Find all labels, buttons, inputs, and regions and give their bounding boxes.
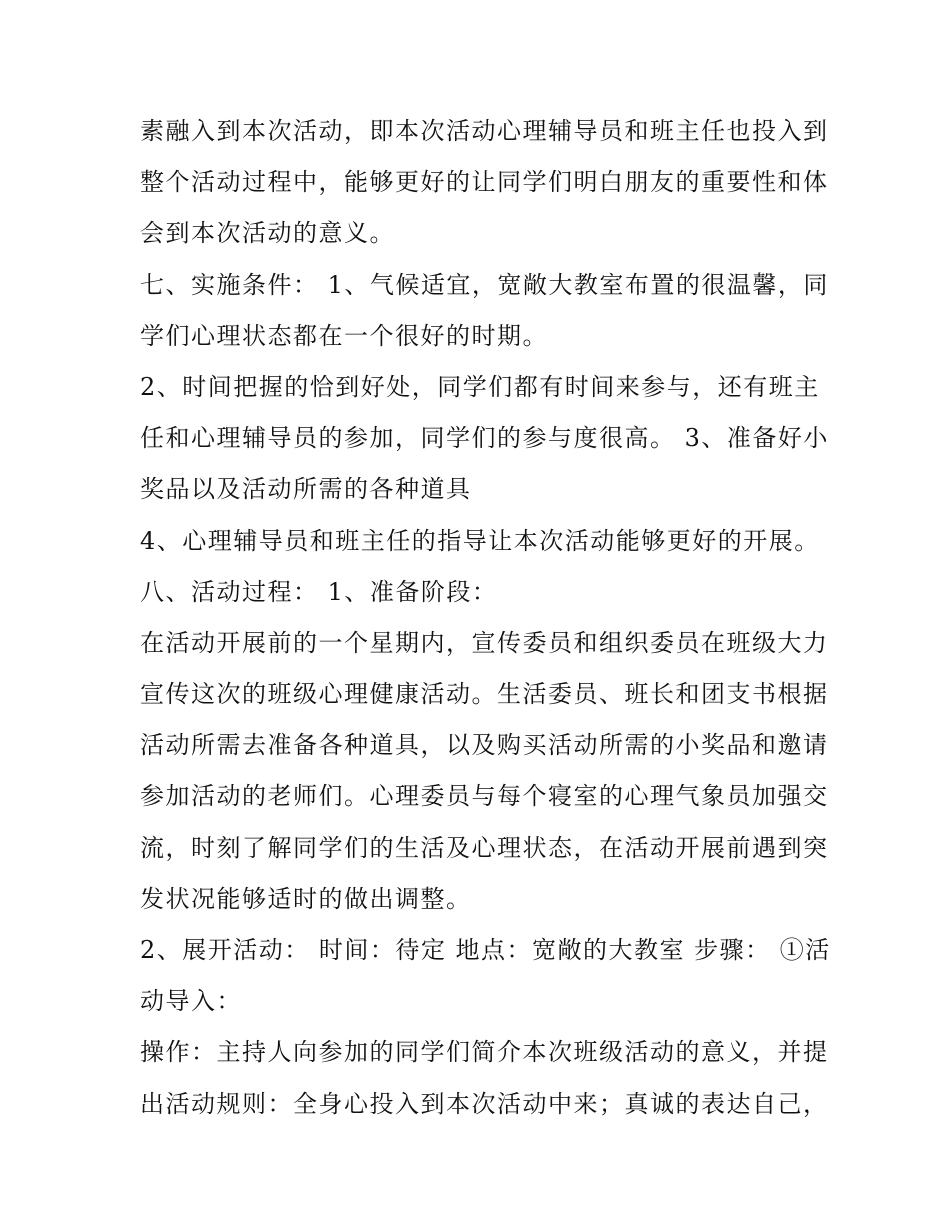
- text-line: 整个活动过程中，能够更好的让同学们明白朋友的重要性和体: [140, 168, 829, 197]
- text-line: 奖品以及活动所需的各种道具: [140, 475, 472, 504]
- text-line: 在活动开展前的一个星期内，宣传委员和组织委员在班级大力: [140, 628, 829, 657]
- text-line: 宣传这次的班级心理健康活动。生活委员、班长和团支书根据: [140, 680, 829, 709]
- document-body: [140, 106, 831, 1130]
- text-line: 会到本次活动的意义。: [140, 219, 395, 248]
- text-line: 操作：主持人向参加的同学们简介本次班级活动的意义，并提: [140, 1038, 829, 1067]
- text-line: 2、时间把握的恰到好处，同学们都有时间来参与，还有班主: [140, 372, 820, 401]
- text-line: 动导入：: [140, 987, 242, 1016]
- text-line: 任和心理辅导员的参加，同学们的参与度很高。 3、准备好小: [140, 424, 829, 453]
- text-line: 参加活动的老师们。心理委员与每个寝室的心理气象员加强交: [140, 782, 829, 811]
- section-heading-line: 七、实施条件： 1、气候适宜，宽敞大教室布置的很温馨，同: [140, 270, 829, 299]
- text-line: 学们心理状态都在一个很好的时期。: [140, 321, 548, 350]
- text-line: 2、展开活动： 时间：待定 地点：宽敞的大教室 步骤： ①活: [140, 936, 831, 964]
- text-line: 素融入到本次活动，即本次活动心理辅导员和班主任也投入到: [140, 117, 829, 145]
- text-line: 出活动规则：全身心投入到本次活动中来；真诚的表达自己，: [140, 1089, 829, 1118]
- text-line: 活动所需去准备各种道具，以及购买活动所需的小奖品和邀请: [140, 731, 829, 760]
- text-line: 4、心理辅导员和班主任的指导让本次活动能够更好的开展。: [140, 526, 820, 555]
- text-line: 流，时刻了解同学们的生活及心理状态，在活动开展前遇到突: [140, 833, 829, 862]
- text-line: 发状况能够适时的做出调整。: [140, 884, 472, 913]
- section-heading-line: 八、活动过程： 1、准备阶段：: [140, 577, 498, 606]
